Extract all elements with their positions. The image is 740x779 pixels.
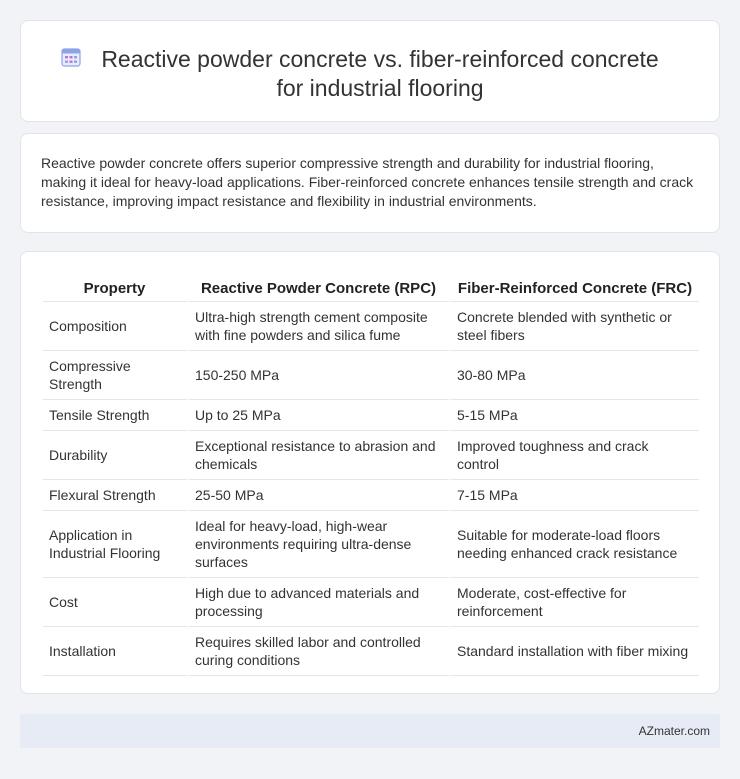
table-row (43, 627, 699, 676)
rpc-cell: Up to 25 MPa (189, 400, 451, 431)
property-cell: Compressive Strength (43, 351, 189, 400)
rpc-cell: Ultra-high strength cement composite with fine powders and silica fume (189, 302, 451, 351)
table-row (43, 431, 699, 480)
rpc-cell: Requires skilled labor and controlled curing conditions (189, 627, 451, 676)
property-cell: Cost (43, 578, 189, 627)
property-cell: Composition (43, 302, 189, 351)
title-wrap (21, 45, 719, 103)
table-row (43, 480, 699, 511)
summary-text: Reactive powder concrete offers superior compressive strength and durability for industrial flooring, making it ideal for heavy-load applications. Fiber-reinforced concrete enhances tensile strength and crack resistance, improving impact resistance and flexibility in industrial environments. (41, 155, 694, 209)
property-cell: Installation (43, 627, 189, 676)
table-row (43, 578, 699, 627)
page-title: Reactive powder concrete vs. fiber-reinforced concrete for industrial flooring (101, 46, 659, 101)
rpc-cell: Exceptional resistance to abrasion and chemicals (189, 431, 451, 480)
property-cell: Durability (43, 431, 189, 480)
footer (20, 714, 720, 748)
property-cell: Flexural Strength (43, 480, 189, 511)
frc-cell: 30-80 MPa (451, 351, 699, 400)
title-card (20, 20, 720, 122)
table-row (43, 400, 699, 431)
property-cell: Tensile Strength (43, 400, 189, 431)
comparison-table (43, 270, 699, 676)
rpc-cell: High due to advanced materials and processing (189, 578, 451, 627)
frc-cell: Suitable for moderate-load floors needing enhanced crack resistance (451, 511, 699, 578)
table-row (43, 302, 699, 351)
property-cell: Application in Industrial Flooring (43, 511, 189, 578)
frc-cell: Concrete blended with synthetic or steel fibers (451, 302, 699, 351)
frc-cell: 7-15 MPa (451, 480, 699, 511)
frc-cell: Improved toughness and crack control (451, 431, 699, 480)
header-rpc: Reactive Powder Concrete (RPC) (189, 270, 451, 302)
comparison-card (20, 251, 720, 694)
rpc-cell: 25-50 MPa (189, 480, 451, 511)
frc-cell: Standard installation with fiber mixing (451, 627, 699, 676)
frc-cell: 5-15 MPa (451, 400, 699, 431)
header-property: Property (43, 270, 189, 302)
header-frc: Fiber-Reinforced Concrete (FRC) (451, 270, 699, 302)
rpc-cell: 150-250 MPa (189, 351, 451, 400)
table-row (43, 351, 699, 400)
summary-card (20, 133, 720, 233)
rpc-cell: Ideal for heavy-load, high-wear environments requiring ultra-dense surfaces (189, 511, 451, 578)
footer-brand: AZmater.com (638, 724, 710, 738)
table-header-row (43, 270, 699, 302)
table-row (43, 511, 699, 578)
frc-cell: Moderate, cost-effective for reinforcement (451, 578, 699, 627)
